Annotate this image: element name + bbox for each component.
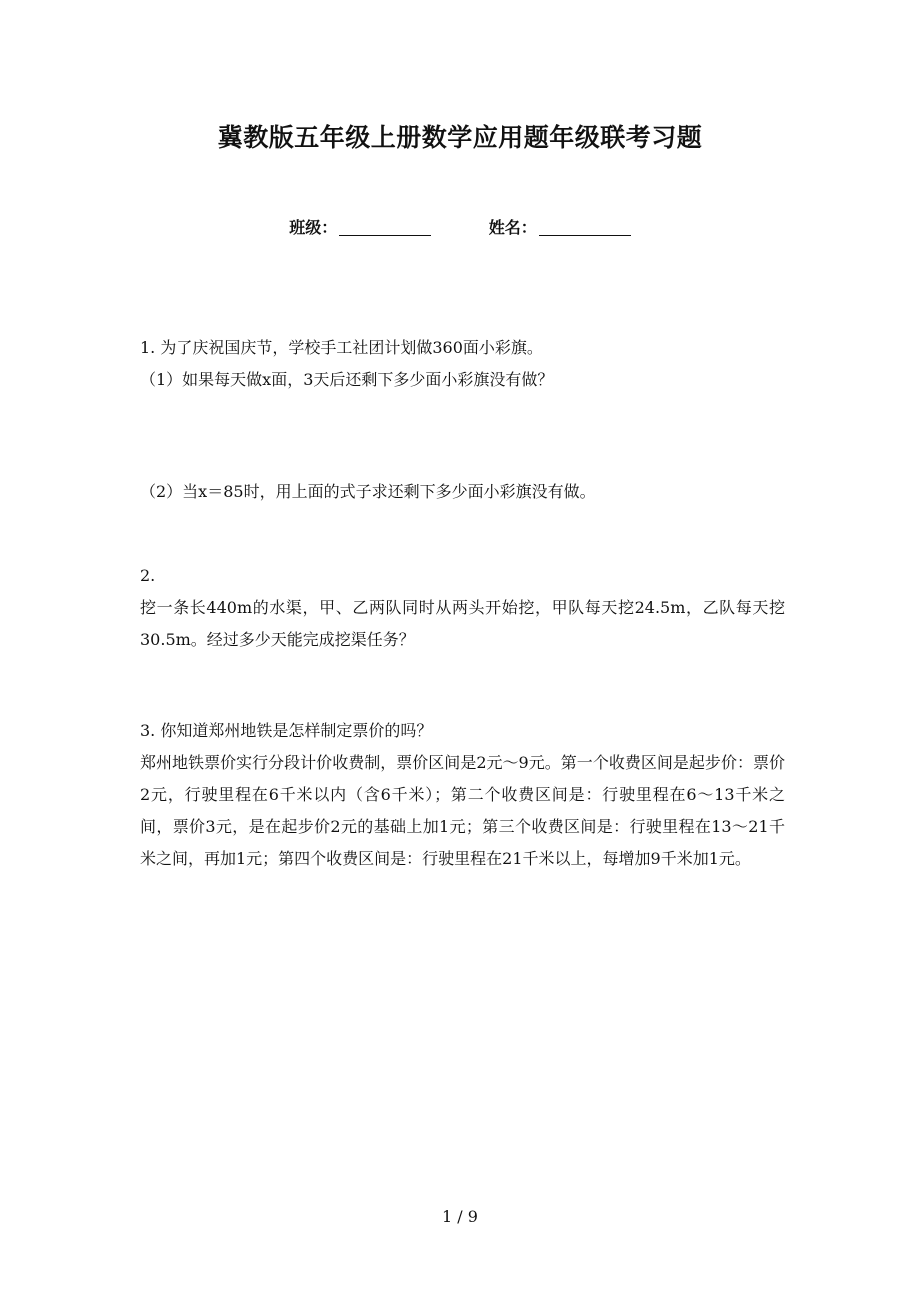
name-blank[interactable] bbox=[539, 219, 631, 236]
page-title: 冀教版五年级上册数学应用题年级联考习题 bbox=[217, 123, 703, 152]
question-1-part-2-block bbox=[140, 476, 785, 508]
question-1-part-1: （1）如果每天做x面，3天后还剩下多少面小彩旗没有做？ bbox=[140, 370, 554, 389]
question-3-text: 郑州地铁票价实行分段计价收费制，票价区间是2元～9元。第一个收费区间是起步价：票价2元，行驶里程在6千米以内（含6千米）；第二个收费区间是：行驶里程在6～13千米之间，票价3元，是在起步价2元的基础上加1元；第三个收费区间是：行驶里程在13～21千米之间，再加1元；第四个收费区间是：行驶里程在21千米以上，每增加9千米加1元。 bbox=[140, 753, 785, 868]
student-info-row bbox=[0, 215, 920, 238]
name-label: 姓名： bbox=[488, 218, 537, 237]
class-blank[interactable] bbox=[339, 219, 431, 236]
question-3-stem: 3. 你知道郑州地铁是怎样制定票价的吗？ bbox=[140, 721, 433, 740]
question-2 bbox=[140, 560, 785, 656]
question-1 bbox=[140, 332, 785, 396]
question-1-part-2: （2）当x＝85时，用上面的式子求还剩下多少面小彩旗没有做。 bbox=[140, 482, 596, 501]
class-field bbox=[289, 215, 431, 238]
page-number: 1 / 9 bbox=[442, 1207, 478, 1226]
question-1-stem: 1. 为了庆祝国庆节，学校手工社团计划做360面小彩旗。 bbox=[140, 338, 543, 357]
class-label: 班级： bbox=[289, 218, 338, 237]
question-3 bbox=[140, 715, 785, 875]
question-2-number: 2. bbox=[140, 566, 156, 585]
question-2-text: 挖一条长440m的水渠，甲、乙两队同时从两头开始挖，甲队每天挖24.5m，乙队每天挖30.5m。经过多少天能完成挖渠任务？ bbox=[140, 598, 785, 649]
name-field bbox=[489, 215, 631, 238]
